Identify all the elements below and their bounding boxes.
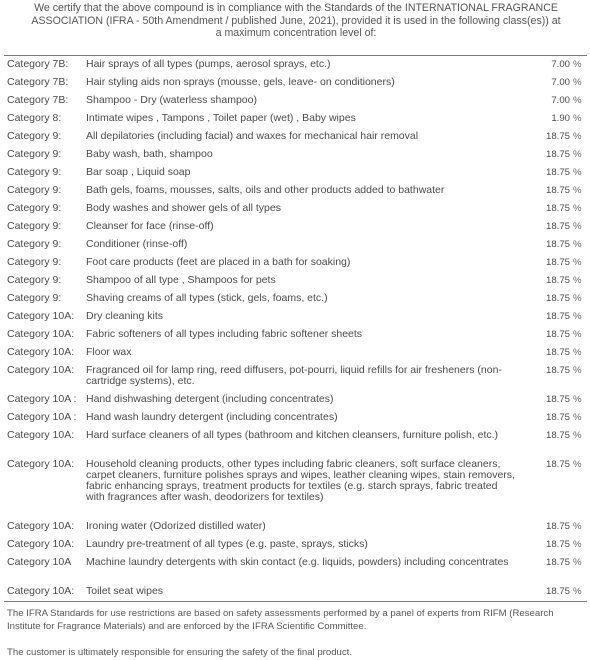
description-cell: Hair styling aids non sprays (mousse, gels, leave- on conditioners) bbox=[86, 76, 395, 88]
percent-unit: % bbox=[573, 257, 582, 268]
table-row bbox=[4, 290, 587, 308]
category-cell: Category 7B: bbox=[7, 76, 69, 88]
header-line-2: ASSOCIATION (IFRA - 50th Amendment / published June, 2021), provided it is used in the following class(es)) at bbox=[31, 14, 561, 27]
description-cell: Shampoo - Dry (waterless shampoo) bbox=[86, 94, 257, 106]
description-cell: Cleanser for face (rinse-off) bbox=[86, 220, 214, 232]
category-cell: Category 10A: bbox=[7, 310, 75, 322]
ifra-category-table bbox=[4, 55, 587, 602]
category-cell: Category 9: bbox=[7, 220, 62, 232]
description-cell: Hand dishwashing detergent (including concentrates) bbox=[86, 393, 334, 405]
concentration-value: 18.75 bbox=[545, 275, 570, 286]
percent-unit: % bbox=[573, 59, 582, 70]
concentration-value: 18.75 bbox=[545, 131, 570, 142]
table-row bbox=[4, 427, 587, 456]
table-row bbox=[4, 236, 587, 254]
header-line-1: We certify that the above compound is in compliance with the Standards of the INTERNATIONAL FRAGRANCE bbox=[34, 2, 558, 14]
percent-unit: % bbox=[573, 131, 582, 142]
table-row bbox=[4, 200, 587, 218]
concentration-value: 18.75 bbox=[545, 239, 570, 250]
table-row bbox=[4, 146, 587, 164]
description-cell: Fabric softeners of all types including fabric softener sheets bbox=[86, 328, 363, 340]
category-cell: Category 10A: bbox=[7, 429, 75, 441]
concentration-value: 18.75 bbox=[545, 586, 570, 597]
table-row bbox=[4, 164, 587, 182]
percent-unit: % bbox=[573, 221, 582, 232]
category-cell: Category 10A: bbox=[7, 346, 75, 358]
percent-unit: % bbox=[573, 185, 582, 196]
concentration-value: 18.75 bbox=[545, 557, 570, 568]
category-cell: Category 9: bbox=[7, 238, 62, 250]
table-row bbox=[4, 583, 587, 601]
concentration-value: 18.75 bbox=[545, 257, 570, 268]
table-row bbox=[4, 326, 587, 344]
header-line-3: a maximum concentration level of: bbox=[215, 27, 377, 39]
concentration-value: 18.75 bbox=[545, 167, 570, 178]
concentration-value: 18.75 bbox=[545, 459, 570, 470]
category-cell: Category 9: bbox=[7, 184, 62, 196]
percent-unit: % bbox=[573, 239, 582, 250]
table-row bbox=[4, 518, 587, 536]
percent-unit: % bbox=[573, 203, 582, 214]
table-row bbox=[4, 74, 587, 92]
table-row bbox=[4, 409, 587, 427]
table-row bbox=[4, 218, 587, 236]
category-cell: Category 9: bbox=[7, 202, 62, 214]
description-cell: All depilatories (including facial) and waxes for mechanical hair removal bbox=[86, 130, 419, 142]
percent-unit: % bbox=[573, 149, 582, 160]
percent-unit: % bbox=[573, 586, 582, 597]
description-cell: Bar soap , Liquid soap bbox=[86, 166, 191, 178]
table-row bbox=[4, 128, 587, 146]
description-cell: Hard surface cleaners of all types (bathroom and kitchen cleansers, furniture polish, etc.) bbox=[86, 429, 499, 441]
category-cell: Category 9: bbox=[7, 292, 62, 304]
category-cell: Category 7B: bbox=[7, 94, 69, 106]
category-cell: Category 10A: bbox=[7, 538, 75, 550]
category-cell: Category 10A : bbox=[7, 411, 77, 423]
table-row bbox=[4, 344, 587, 362]
concentration-value: 7.00 bbox=[551, 95, 570, 106]
percent-unit: % bbox=[573, 95, 582, 106]
customer-responsibility-note: The customer is ultimately responsible for ensuring the safety of the final product. bbox=[7, 647, 353, 658]
percent-unit: % bbox=[573, 430, 582, 441]
table-row bbox=[4, 92, 587, 110]
category-cell: Category 10A: bbox=[7, 328, 75, 340]
concentration-value: 7.00 bbox=[551, 59, 570, 70]
category-cell: Category 10A : bbox=[7, 393, 77, 405]
description-cell: Conditioner (rinse-off) bbox=[86, 238, 188, 250]
category-cell: Category 10A: bbox=[7, 458, 75, 470]
table-row bbox=[4, 272, 587, 290]
concentration-value: 18.75 bbox=[545, 521, 570, 532]
percent-unit: % bbox=[573, 557, 582, 568]
concentration-value: 18.75 bbox=[545, 365, 570, 376]
description-cell: Machine laundry detergents with skin contact (e.g. liquids, powders) including concentrates bbox=[86, 556, 509, 568]
description-cell: Body washes and shower gels of all types bbox=[86, 202, 281, 214]
table-row bbox=[4, 362, 587, 391]
category-cell: Category 9: bbox=[7, 130, 62, 142]
percent-unit: % bbox=[573, 412, 582, 423]
description-cell: Shaving creams of all types (stick, gels, foams, etc.) bbox=[86, 292, 328, 304]
percent-unit: % bbox=[573, 347, 582, 358]
percent-unit: % bbox=[573, 311, 582, 322]
category-cell: Category 9: bbox=[7, 166, 62, 178]
percent-unit: % bbox=[573, 293, 582, 304]
description-cell: Baby wash, bath, shampoo bbox=[86, 148, 213, 160]
percent-unit: % bbox=[573, 77, 582, 88]
category-cell: Category 9: bbox=[7, 256, 62, 268]
concentration-value: 18.75 bbox=[545, 293, 570, 304]
concentration-value: 18.75 bbox=[545, 539, 570, 550]
concentration-value: 1.90 bbox=[551, 113, 570, 124]
percent-unit: % bbox=[573, 521, 582, 532]
percent-unit: % bbox=[573, 459, 582, 470]
concentration-value: 18.75 bbox=[545, 347, 570, 358]
description-cell: Fragranced oil for lamp ring, reed diffusers, pot-pourri, liquid refills for air fresheners (non-cartridge systems), etc. bbox=[86, 364, 502, 387]
table-row bbox=[4, 536, 587, 554]
concentration-value: 18.75 bbox=[545, 221, 570, 232]
category-cell: Category 9: bbox=[7, 148, 62, 160]
percent-unit: % bbox=[573, 275, 582, 286]
description-cell: Foot care products (feet are placed in a bath for soaking) bbox=[86, 256, 351, 268]
category-cell: Category 8: bbox=[7, 112, 62, 124]
table-row bbox=[4, 182, 587, 200]
description-cell: Laundry pre-treatment of all types (e.g. paste, sprays, sticks) bbox=[86, 538, 368, 550]
concentration-value: 18.75 bbox=[545, 311, 570, 322]
description-cell: Ironing water (Odorized distilled water) bbox=[86, 520, 266, 532]
percent-unit: % bbox=[573, 394, 582, 405]
description-cell: Hair sprays of all types (pumps, aerosol sprays, etc.) bbox=[86, 58, 331, 70]
table-row bbox=[4, 110, 587, 128]
table-row bbox=[4, 456, 587, 518]
description-cell: Dry cleaning kits bbox=[86, 310, 164, 322]
concentration-value: 7.00 bbox=[551, 77, 570, 88]
certification-header bbox=[6, 2, 586, 40]
concentration-value: 18.75 bbox=[545, 185, 570, 196]
description-cell: Hand wash laundry detergent (including concentrates) bbox=[86, 411, 338, 423]
footer-notes bbox=[7, 608, 585, 660]
ifra-standards-note: The IFRA Standards for use restrictions are based on safety assessments performed by a panel of experts from RIFM (Research Institute for Fragrance Materials) and are enforced by the IFRA Scientific Committee. bbox=[7, 608, 554, 632]
percent-unit: % bbox=[573, 365, 582, 376]
table-row bbox=[4, 254, 587, 272]
category-cell: Category 10A: bbox=[7, 585, 75, 597]
category-cell: Category 10A: bbox=[7, 520, 75, 532]
description-cell: Toilet seat wipes bbox=[86, 585, 164, 597]
description-cell: Intimate wipes , Tampons , Toilet paper (wet) , Baby wipes bbox=[86, 112, 356, 124]
concentration-value: 18.75 bbox=[545, 430, 570, 441]
category-cell: Category 9: bbox=[7, 274, 62, 286]
category-cell: Category 10A bbox=[7, 556, 72, 568]
description-cell: Bath gels, foams, mousses, salts, oils and other products added to bathwater bbox=[86, 184, 445, 196]
description-cell: Household cleaning products, other types including fabric cleaners, soft surface cleaners, carpet cleaners, furniture polishes sprays and wipes, leather cleaning wipes, stain removers, fabric enhancing sprays, treatment products for textiles (e.g. starch sprays, fabric treated with fragrances after wash, deodorizers for textiles) bbox=[86, 458, 515, 503]
description-cell: Shampoo of all type , Shampoos for pets bbox=[86, 274, 276, 286]
concentration-value: 18.75 bbox=[545, 203, 570, 214]
percent-unit: % bbox=[573, 329, 582, 340]
concentration-value: 18.75 bbox=[545, 329, 570, 340]
description-cell: Floor wax bbox=[86, 346, 132, 358]
table-row bbox=[4, 308, 587, 326]
category-cell: Category 10A: bbox=[7, 364, 75, 376]
table-row bbox=[4, 554, 587, 583]
table-row bbox=[4, 56, 587, 74]
percent-unit: % bbox=[573, 167, 582, 178]
concentration-value: 18.75 bbox=[545, 412, 570, 423]
table-row bbox=[4, 391, 587, 409]
concentration-value: 18.75 bbox=[545, 149, 570, 160]
concentration-value: 18.75 bbox=[545, 394, 570, 405]
percent-unit: % bbox=[573, 539, 582, 550]
percent-unit: % bbox=[573, 113, 582, 124]
category-cell: Category 7B: bbox=[7, 58, 69, 70]
